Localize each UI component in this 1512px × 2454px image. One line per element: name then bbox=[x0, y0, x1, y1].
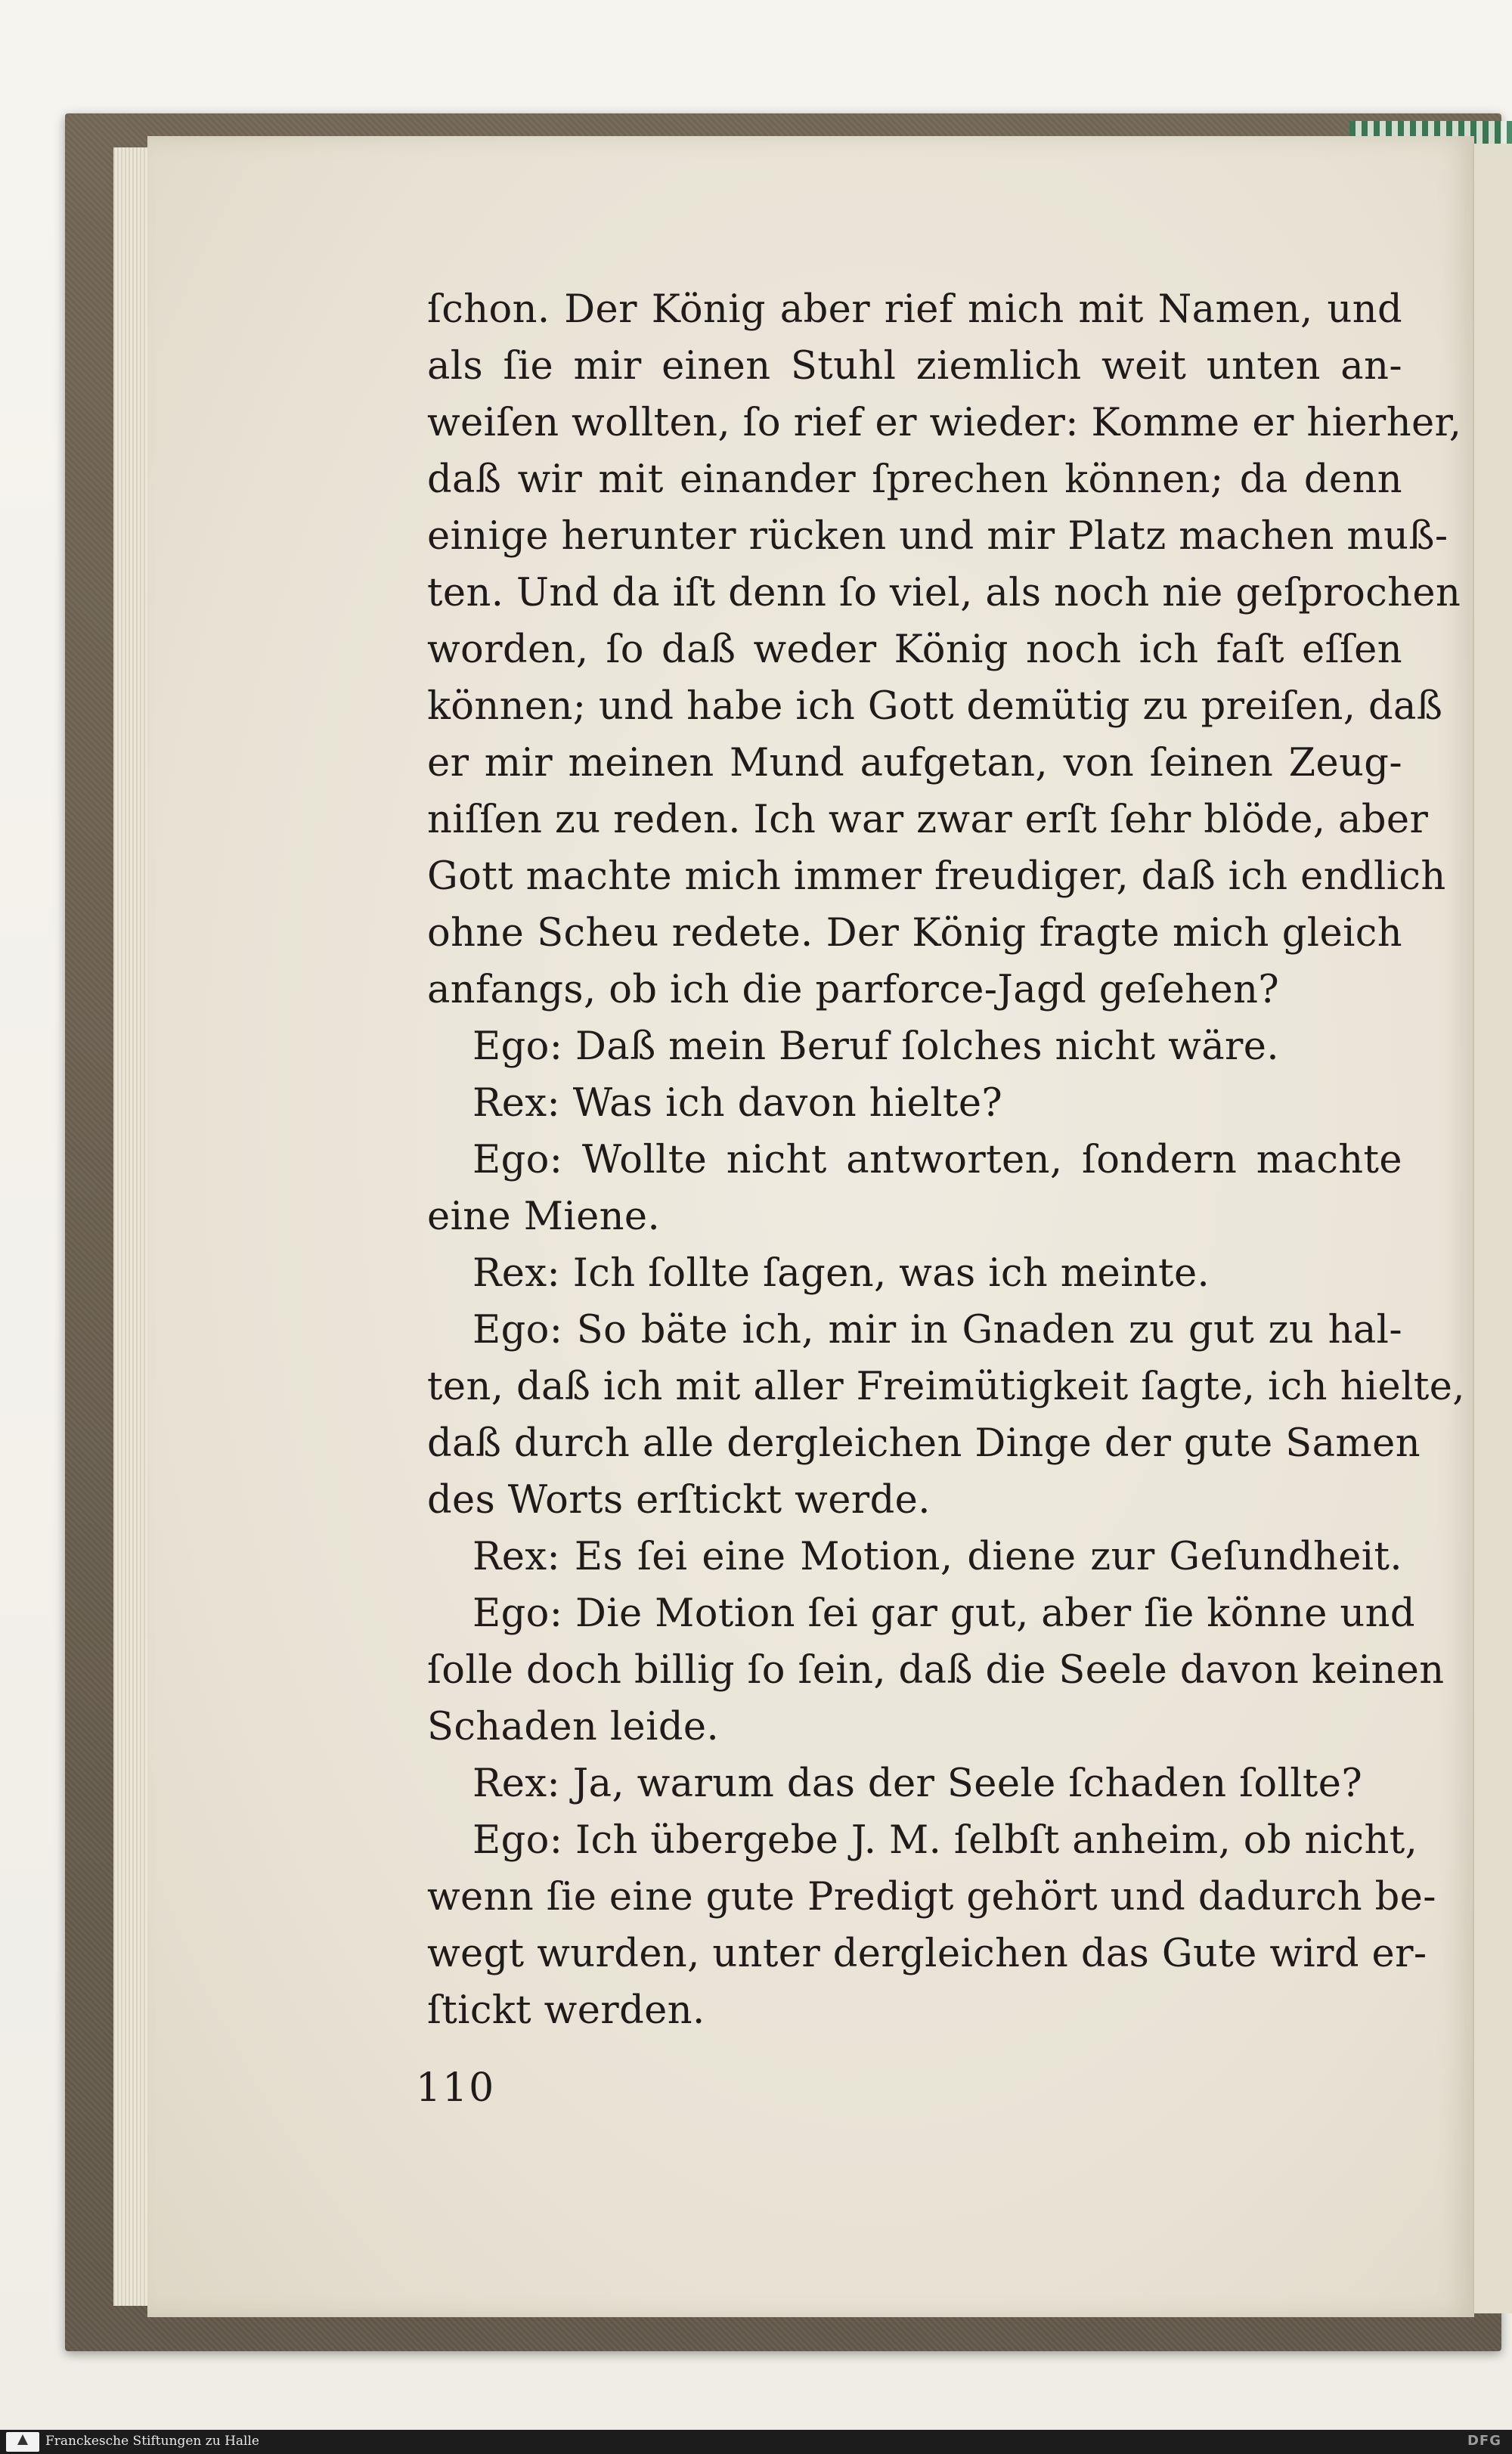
page-number: 110 bbox=[416, 2065, 496, 2111]
text-line: eine Miene. bbox=[427, 1194, 661, 1239]
institution-name: Franckesche Stiftungen zu Halle bbox=[45, 2434, 259, 2449]
text-line: anfangs, ob ich die parforce-Jagd geſehen? bbox=[427, 968, 1280, 1012]
text-line: niſſen zu reden. Ich war zwar erſt ſehr blöde, aber bbox=[427, 798, 1429, 842]
page-text bbox=[427, 281, 1465, 2039]
dialogue-line: Rex: Ich ſollte ſagen, was ich meinte. bbox=[472, 1251, 1210, 1296]
adjacent-page-edge bbox=[1473, 144, 1512, 2313]
dialogue-line: Ego: Ich übergebe J. M. ſelbſt anheim, ob nicht, bbox=[472, 1818, 1418, 1863]
text-line: ſtickt werden. bbox=[427, 1988, 705, 2033]
text-line: ohne Scheu redete. Der König fragte mich gleich bbox=[427, 911, 1402, 956]
text-line: einige herunter rücken und mir Platz machen muß- bbox=[427, 514, 1448, 559]
dialogue-line: Ego: Die Motion ſei gar gut, aber ſie könne und bbox=[472, 1591, 1415, 1636]
text-line: daß durch alle dergleichen Dinge der gute Samen bbox=[427, 1421, 1421, 1466]
dialogue-line: Ego: Daß mein Beruf ſolches nicht wäre. bbox=[472, 1024, 1280, 1069]
text-line: worden, ſo daß weder König noch ich faſt eſſen bbox=[427, 627, 1402, 672]
dialogue-line: Ego: So bäte ich, mir in Gnaden zu gut zu hal- bbox=[472, 1308, 1402, 1352]
text-line: Schaden leide. bbox=[427, 1705, 720, 1749]
footer-bar bbox=[0, 2430, 1512, 2454]
text-line: können; und habe ich Gott demütig zu preiſen, daß bbox=[427, 684, 1443, 729]
dialogue-line: Rex: Ja, warum das der Seele ſchaden ſollte? bbox=[472, 1761, 1363, 1806]
text-line: ten. Und da iſt denn ſo viel, als noch nie geſprochen bbox=[427, 571, 1461, 615]
text-line: des Worts erſtickt werde. bbox=[427, 1478, 931, 1523]
dialogue-line: Ego: Wollte nicht antworten, ſondern machte bbox=[472, 1138, 1402, 1182]
dfg-logo: DFG bbox=[1467, 2433, 1501, 2449]
text-line: weiſen wollten, ſo rief er wieder: Komme er hierher, bbox=[427, 401, 1462, 445]
text-line: wegt wurden, unter dergleichen das Gute wird er- bbox=[427, 1932, 1427, 1976]
dialogue-line: Rex: Was ich davon hielte? bbox=[472, 1081, 1003, 1126]
text-line: Gott machte mich immer freudiger, daß ich endlich bbox=[427, 854, 1446, 899]
dialogue-line: Rex: Es ſei eine Motion, diene zur Geſundheit. bbox=[472, 1535, 1402, 1579]
text-line: ten, daß ich mit aller Freimütigkeit ſagte, ich hielte, bbox=[427, 1365, 1465, 1409]
text-line: daß wir mit einander ſprechen können; da denn bbox=[427, 457, 1402, 502]
text-line: als ſie mir einen Stuhl ziemlich weit unten an- bbox=[427, 344, 1402, 389]
text-line: er mir meinen Mund aufgetan, von ſeinen Zeug- bbox=[427, 741, 1402, 785]
institution-logo-icon bbox=[6, 2432, 39, 2452]
text-line: ſchon. Der König aber rief mich mit Namen, und bbox=[427, 287, 1402, 332]
text-line: ſolle doch billig ſo ſein, daß die Seele davon keinen bbox=[427, 1648, 1445, 1693]
text-line: wenn ſie eine gute Predigt gehört und dadurch be- bbox=[427, 1875, 1436, 1920]
